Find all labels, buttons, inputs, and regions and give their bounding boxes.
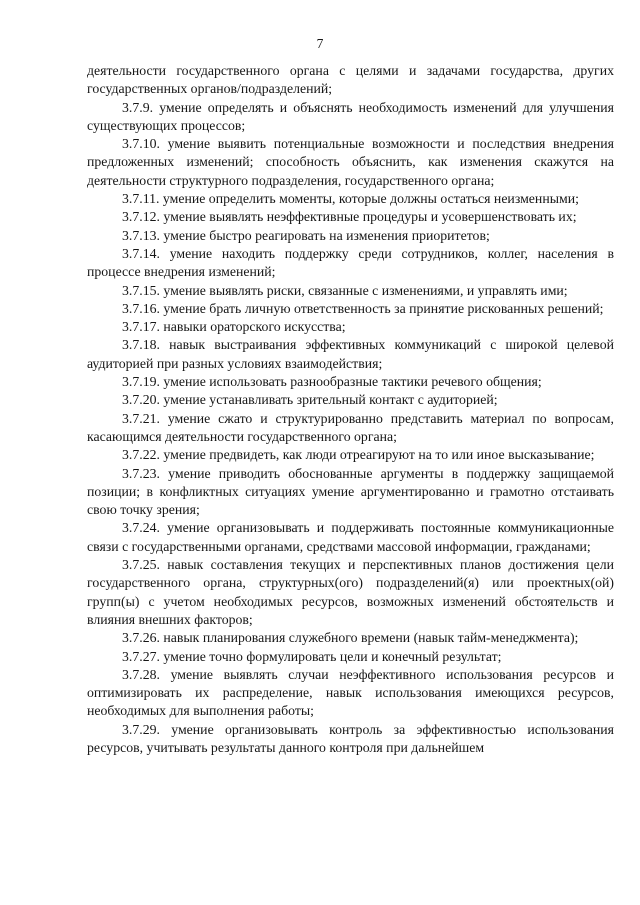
paragraph-3-7-20: 3.7.20. умение устанавливать зрительный контакт с аудиторией; (122, 392, 498, 408)
paragraph-3-7-16: 3.7.16. умение брать личную ответственность за принятие рискованных решений; (122, 300, 604, 316)
paragraph-3-7-27: 3.7.27. умение точно формулировать цели и конечный результат; (122, 648, 502, 664)
paragraph-3-7-14: 3.7.14. умение находить поддержку среди сотрудников, коллег, населения в процессе внедрения изменений; (87, 245, 614, 280)
paragraph-3-7-9: 3.7.9. умение определять и объяснять необходимость изменений для улучшения существующих процессов; (87, 99, 614, 133)
paragraph-3-7-12: 3.7.12. умение выявлять неэффективные процедуры и усовершенствовать их; (122, 209, 577, 225)
paragraph-3-7-23: 3.7.23. умение приводить обоснованные аргументы в поддержку защищаемой позиции; в конфликтных ситуациях умение аргументированно и грамотно отстаивать свою точку зрения; (87, 465, 614, 518)
paragraph-3-7-15: 3.7.15. умение выявлять риски, связанные с изменениями, и управлять ими; (122, 282, 568, 298)
paragraph-3-7-17: 3.7.17. навыки ораторского искусства; (122, 319, 346, 335)
paragraph-3-7-13: 3.7.13. умение быстро реагировать на изменения приоритетов; (122, 227, 490, 243)
paragraph-3-7-26: 3.7.26. навык планирования служебного времени (навык тайм-менеджмента); (122, 630, 579, 646)
paragraph-3-7-10: 3.7.10. умение выявить потенциальные возможности и последствия внедрения предложенных изменений; способность объяснить, как изменения скажутся на деятельности структурного подразделения, государственного органа; (87, 136, 614, 188)
paragraph-3-7-22: 3.7.22. умение предвидеть, как люди отреагируют на то или иное высказывание; (122, 447, 595, 463)
paragraph-continuation: деятельности государственного органа с целями и задачами государства, других государственных органов/подразделений; (87, 63, 614, 97)
paragraph-3-7-19: 3.7.19. умение использовать разнообразные тактики речевого общения; (122, 374, 542, 390)
paragraph-3-7-11: 3.7.11. умение определить моменты, которые должны остаться неизменными; (122, 191, 579, 207)
paragraph-3-7-28: 3.7.28. умение выявлять случаи неэффективного использования ресурсов и оптимизировать их распределение, навык использования имеющихся ресурсов, необходимых для выполнения работы; (87, 666, 614, 719)
paragraph-3-7-18: 3.7.18. навык выстраивания эффективных коммуникаций с широкой целевой аудиторией при разных условиях взаимодействия; (87, 337, 614, 371)
paragraph-3-7-25: 3.7.25. навык составления текущих и перспективных планов достижения цели государственного органа, структурных(ого) подразделений(я) или проектных(ой) групп(ы) с учетом необходимых ресурсов, возможных изменений обстоятельств и влияния внешних факторов; (87, 557, 614, 627)
paragraph-3-7-21: 3.7.21. умение сжато и структурированно представить материал по вопросам, касающимся деятельности государственного органа; (87, 410, 614, 444)
paragraph-3-7-29: 3.7.29. умение организовывать контроль за эффективностью использования ресурсов, учитывать результаты данного контроля при дальнейшем (87, 721, 614, 755)
page-number: 7 (316, 36, 324, 51)
body-text (87, 62, 614, 757)
paragraph-3-7-24: 3.7.24. умение организовывать и поддерживать постоянные коммуникационные связи с государственными органами, средствами массовой информации, гражданами; (87, 520, 614, 554)
